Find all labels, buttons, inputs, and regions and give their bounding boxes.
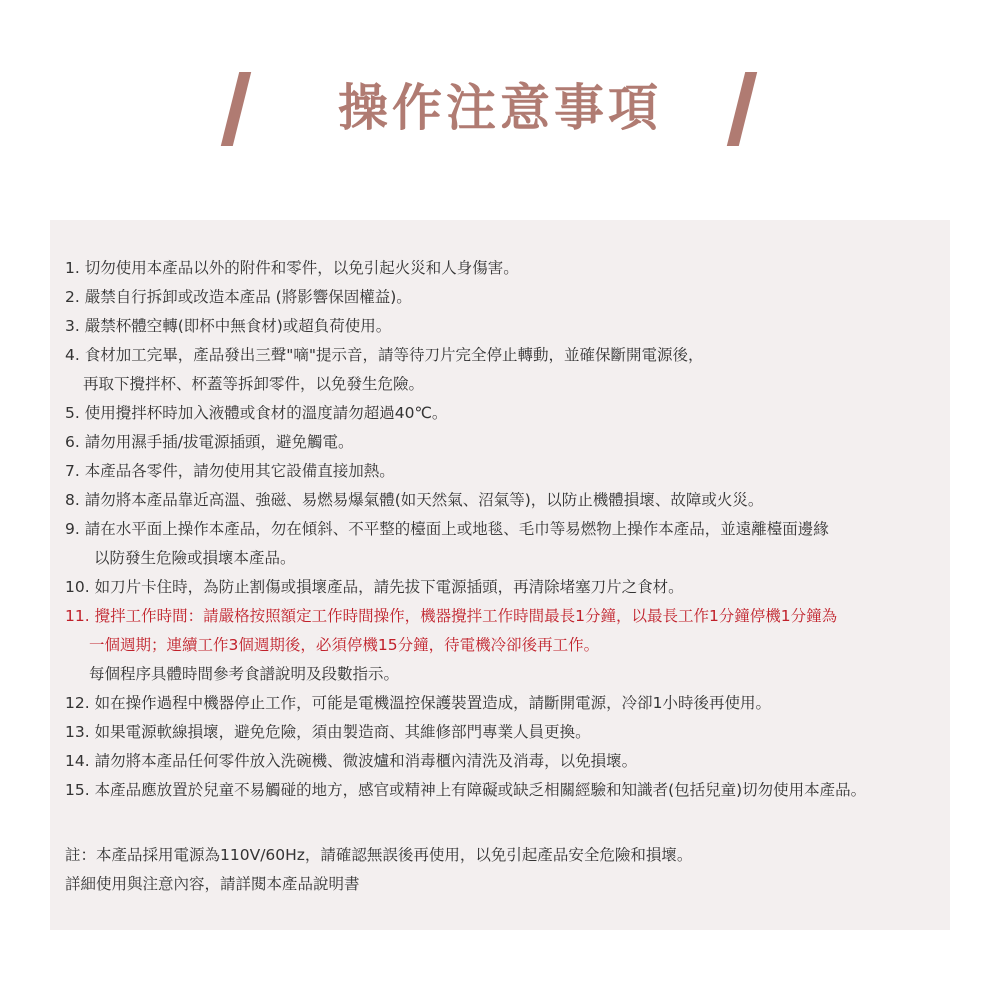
header <box>0 60 1000 160</box>
notes-panel <box>50 220 950 930</box>
note-item-7: 7. 本產品各零件，請勿使用其它設備直接加熱。 <box>65 462 395 480</box>
note-item-1: 1. 切勿使用本產品以外的附件和零件，以免引起火災和人身傷害。 <box>65 259 519 277</box>
note-item-2: 2. 嚴禁自行拆卸或改造本產品 (將影響保固權益)。 <box>65 288 412 306</box>
note-item-15: 15. 本產品應放置於兒童不易觸碰的地方，感官或精神上有障礙或缺乏相關經驗和知識者(包括兒童)切勿使用本產品。 <box>65 781 867 799</box>
note-item-8: 8. 請勿將本產品靠近高溫、強磁、易燃易爆氣體(如天然氣、沼氣等)，以防止機體損壞、故障或火災。 <box>65 491 764 509</box>
note-item-13: 13. 如果電源軟線損壞，避免危險，須由製造商、其維修部門專業人員更換。 <box>65 723 591 741</box>
note-item-11-instruction: 每個程序具體時間參考食譜說明及段數指示。 <box>89 665 400 683</box>
manual-reference: 詳細使用與注意內容，請詳閱本產品說明書 <box>65 875 360 893</box>
note-item-3: 3. 嚴禁杯體空轉(即杯中無食材)或超負荷使用。 <box>65 317 392 335</box>
power-remark: 註：本產品採用電源為110V/60Hz，請確認無誤後再使用，以免引起產品安全危險和損壞。 <box>65 846 693 864</box>
note-item-4-continued: 再取下攪拌杯、杯蓋等拆卸零件，以免發生危險。 <box>83 375 425 393</box>
note-item-10: 10. 如刀片卡住時，為防止割傷或損壞產品，請先拔下電源插頭，再清除堵塞刀片之食材。 <box>65 578 684 596</box>
note-item-14: 14. 請勿將本產品任何零件放入洗碗機、微波爐和消毒櫃內清洗及消毒，以免損壞。 <box>65 752 638 770</box>
note-item-5: 5. 使用攪拌杯時加入液體或食材的溫度請勿超過40℃。 <box>65 404 448 422</box>
note-item-12: 12. 如在操作過程中機器停止工作，可能是電機溫控保護裝置造成，請斷開電源，冷卻1小時後再使用。 <box>65 694 771 712</box>
note-item-4: 4. 食材加工完畢，產品發出三聲"嘀"提示音，請等待刀片完全停止轉動，並確保斷開電源後， <box>65 346 704 364</box>
note-item-11-warning-continued: 一個週期；連續工作3個週期後，必須停機15分鐘，待電機冷卻後再工作。 <box>89 636 600 654</box>
page-title: 操作注意事項 <box>338 79 662 137</box>
note-item-6: 6. 請勿用濕手插/拔電源插頭，避免觸電。 <box>65 433 354 451</box>
note-item-9: 9. 請在水平面上操作本產品，勿在傾斜、不平整的檯面上或地毯、毛巾等易燃物上操作本產品，並遠離檯面邊緣 <box>65 520 829 538</box>
note-item-11-warning: 11. 攪拌工作時間：請嚴格按照額定工作時間操作，機器攪拌工作時間最長1分鐘，以最長工作1分鐘停機1分鐘為 <box>65 607 838 625</box>
note-item-9-continued: 以防發生危險或損壞本產品。 <box>94 549 296 567</box>
